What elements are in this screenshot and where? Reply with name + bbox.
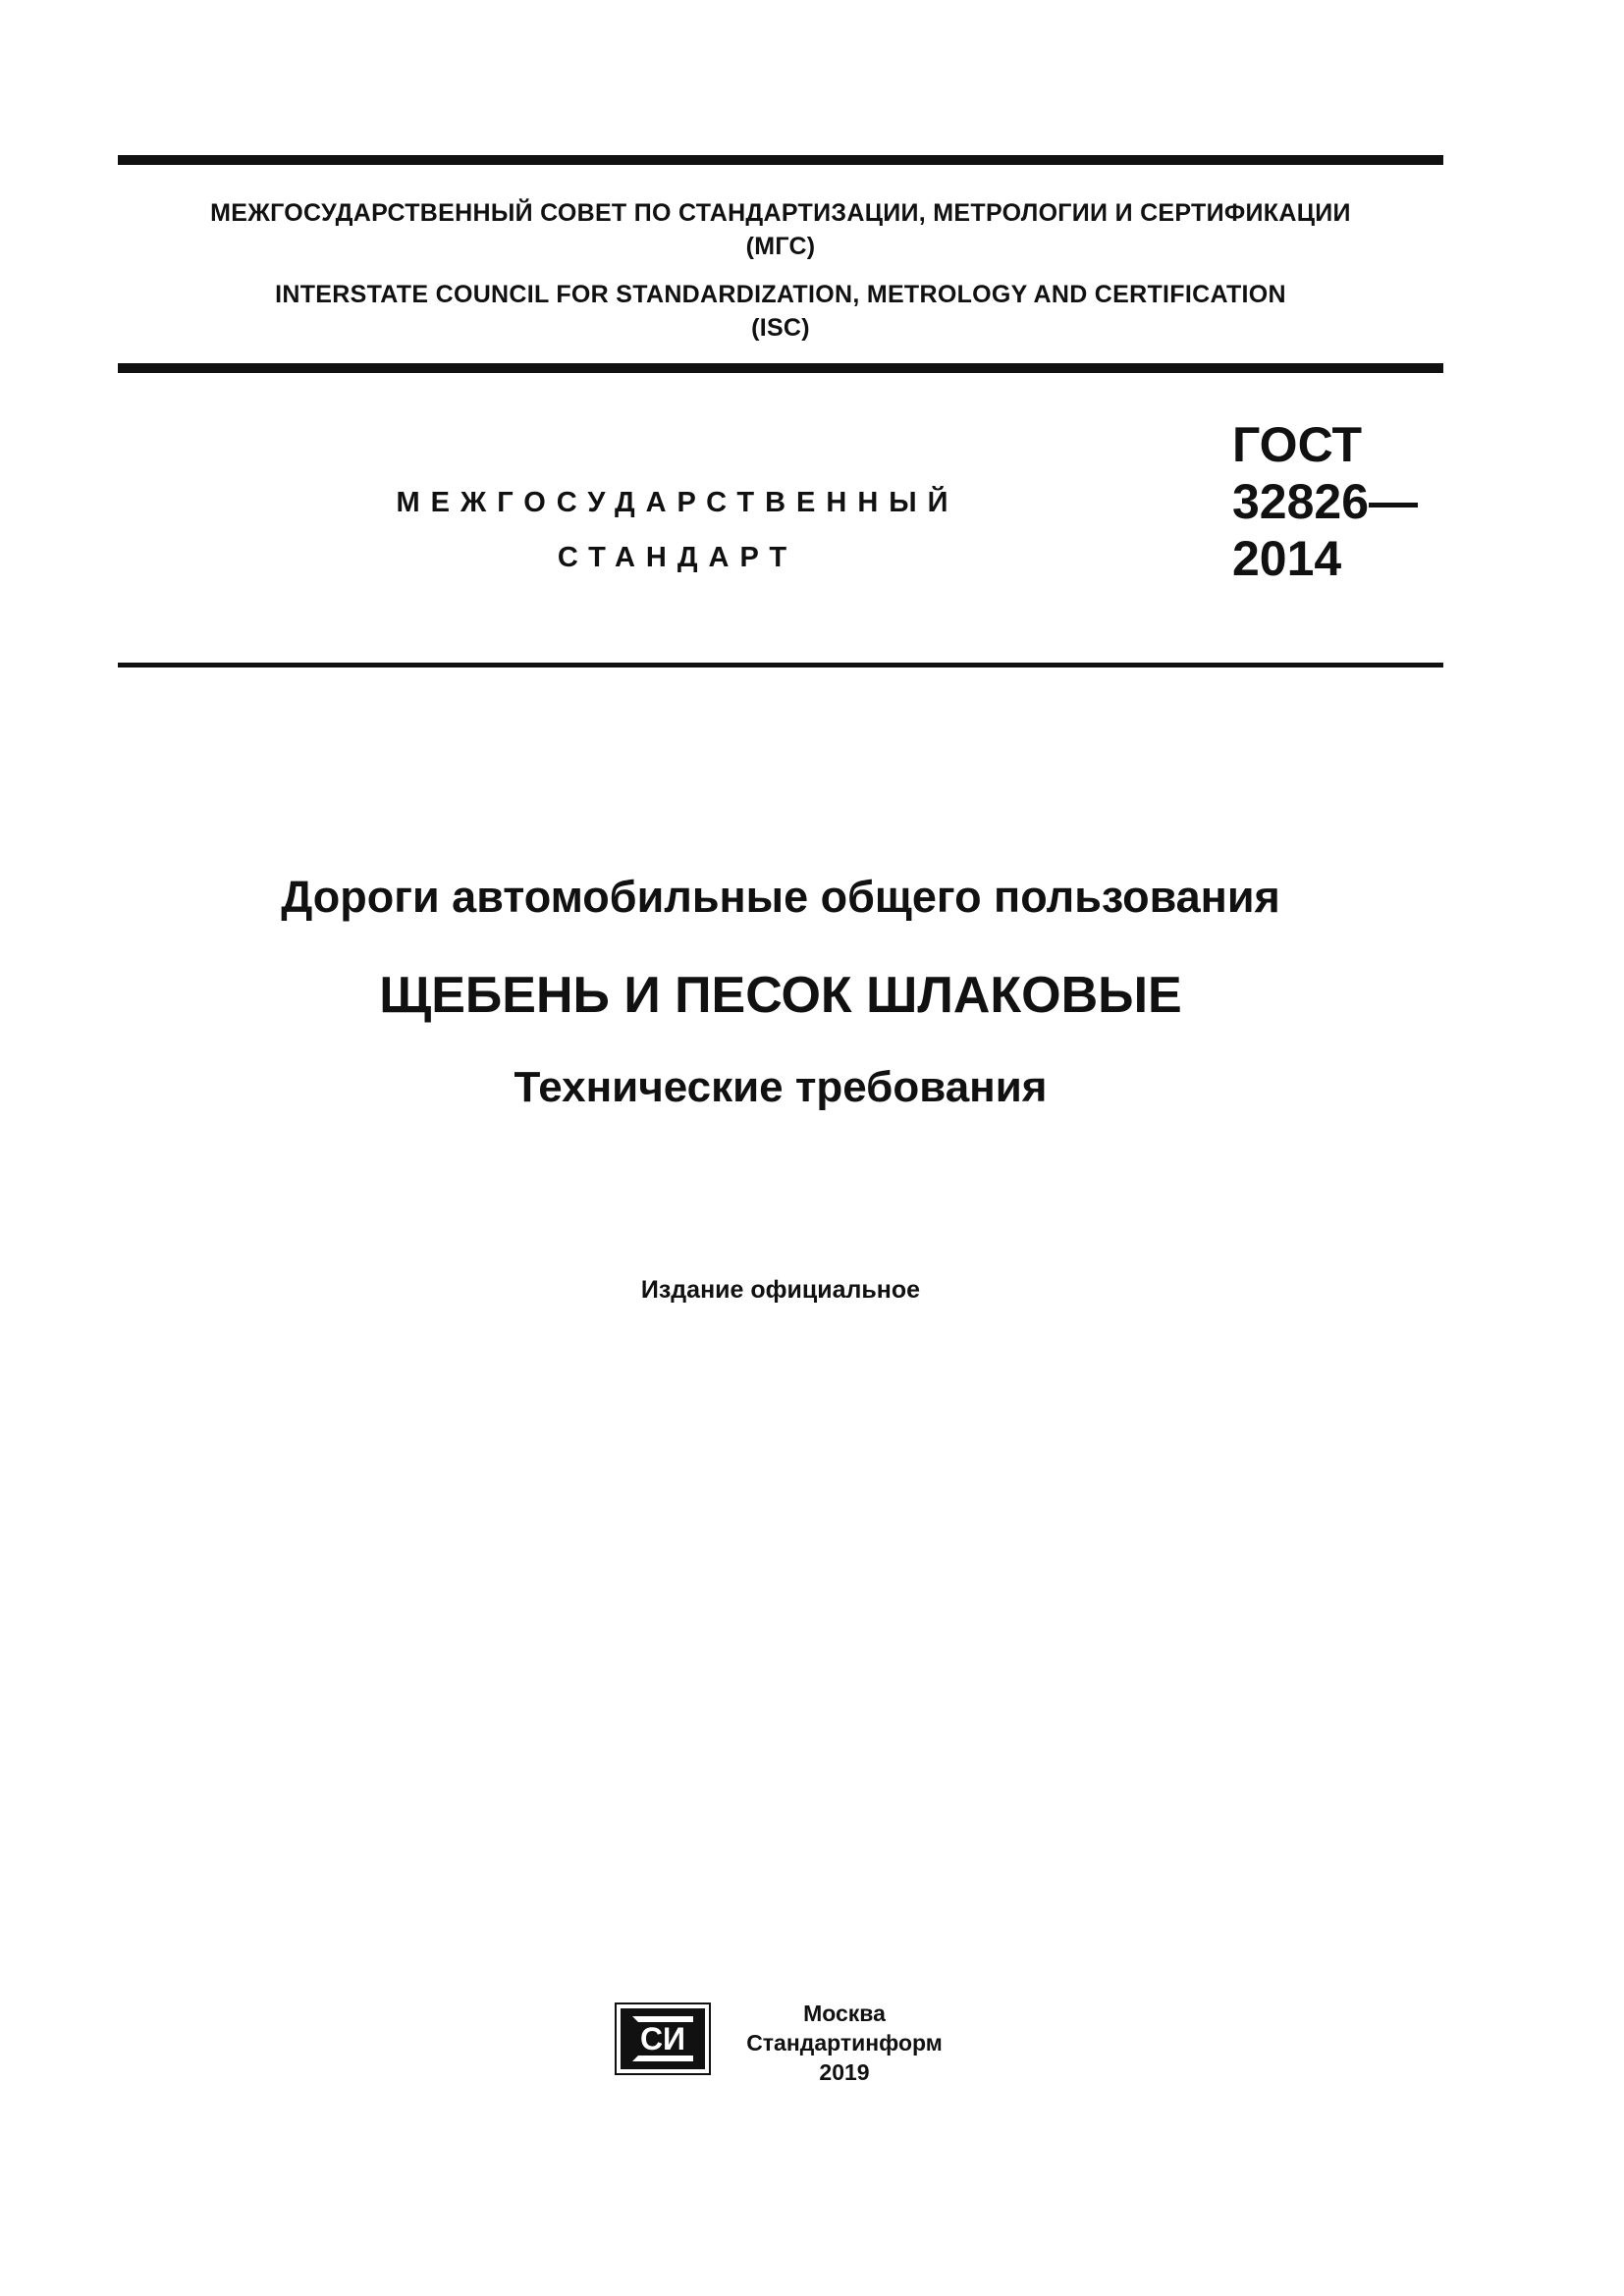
council-name-en-abbr: (ISC) bbox=[751, 314, 810, 342]
standard-type-label bbox=[324, 475, 1031, 585]
top-rule bbox=[118, 155, 1443, 165]
document-title-line1: Дороги автомобильные общего пользования bbox=[281, 872, 1280, 922]
council-name-en bbox=[118, 278, 1443, 345]
council-name-ru-line1: МЕЖГОСУДАРСТВЕННЫЙ СОВЕТ ПО СТАНДАРТИЗАЦИИ, МЕТРОЛОГИИ И СЕРТИФИКАЦИИ bbox=[210, 199, 1351, 227]
document-title-subtitle: Технические требования bbox=[514, 1063, 1048, 1111]
publisher-year: 2019 bbox=[819, 2059, 870, 2085]
gost-prefix: ГОСТ bbox=[1232, 417, 1362, 472]
council-name-ru bbox=[118, 196, 1443, 263]
standartinform-logo-icon bbox=[615, 2002, 711, 2075]
standard-type-line2: СТАНДАРТ bbox=[557, 542, 798, 573]
council-bottom-rule bbox=[118, 363, 1443, 373]
standard-type-line1: МЕЖГОСУДАРСТВЕННЫЙ bbox=[396, 487, 959, 518]
logo-letters: СИ bbox=[639, 2021, 686, 2056]
publisher-city: Москва bbox=[803, 2001, 886, 2026]
publisher-block bbox=[727, 1999, 962, 2087]
document-title-main: ЩЕБЕНЬ И ПЕСОК ШЛАКОВЫЕ bbox=[379, 967, 1182, 1024]
publisher-name: Стандартинформ bbox=[746, 2030, 943, 2056]
council-name-en-line1: INTERSTATE COUNCIL FOR STANDARDIZATION, METROLOGY AND CERTIFICATION bbox=[275, 281, 1286, 308]
gost-code: 32826— bbox=[1232, 474, 1419, 529]
edition-label: Издание официальное bbox=[640, 1276, 921, 1304]
gost-number bbox=[1232, 416, 1443, 587]
gost-year: 2014 bbox=[1232, 531, 1342, 586]
header-bottom-rule bbox=[118, 663, 1443, 667]
council-name-ru-abbr: (МГС) bbox=[745, 233, 816, 260]
